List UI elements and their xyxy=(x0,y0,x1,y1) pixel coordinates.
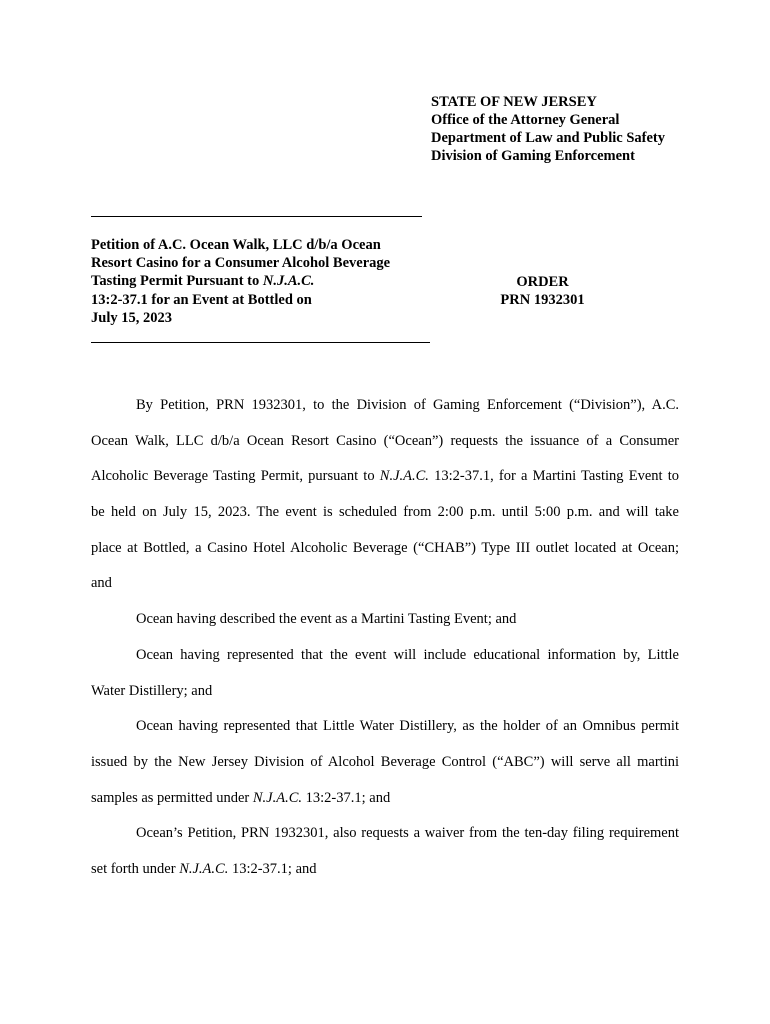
paragraph-line: By Petition, PRN 1932301, to the Division of Gaming Enforcement (“Division”), A.C. xyxy=(136,397,679,413)
caption-line: July 15, 2023 xyxy=(91,309,172,326)
caption-citation: N.J.A.C. xyxy=(262,273,315,290)
header-office: Office of the Attorney General xyxy=(431,112,620,128)
text-span: samples as permitted under xyxy=(91,789,253,806)
order-body xyxy=(91,388,679,888)
header-state: STATE OF NEW JERSEY xyxy=(431,94,597,110)
citation: N.J.A.C. xyxy=(379,468,429,485)
caption-line: Resort Casino for a Consumer Alcohol Beverage xyxy=(91,255,391,272)
caption-line: 13:2-37.1 for an Event at Bottled on xyxy=(91,291,312,308)
caption-bottom-rule xyxy=(91,342,430,343)
order-title: ORDER xyxy=(516,274,569,290)
paragraph-line xyxy=(91,781,679,817)
paragraph-line: Ocean Walk, LLC d/b/a Ocean Resort Casino (“Ocean”) requests the issuance of a Consumer xyxy=(91,432,679,449)
paragraph-line: be held on July 15, 2023. The event is scheduled from 2:00 p.m. until 5:00 p.m. and will take xyxy=(91,504,679,521)
paragraph-line: Ocean’s Petition, PRN 1932301, also requests a waiver from the ten-day filing requirement xyxy=(136,825,679,842)
paragraph-line: issued by the New Jersey Division of Alcohol Beverage Control (“ABC”) will serve all martini xyxy=(91,753,679,770)
paragraph-line: Ocean having represented that the event will include educational information by, Little xyxy=(136,646,679,663)
order-heading xyxy=(470,273,615,309)
case-caption xyxy=(91,236,390,327)
caption-line: Petition of A.C. Ocean Walk, LLC d/b/a Ocean xyxy=(91,237,381,253)
text-span: Alcoholic Beverage Tasting Permit, pursuant to xyxy=(91,468,380,485)
text-span: 13:2-37.1; and xyxy=(302,789,391,806)
citation: N.J.A.C. xyxy=(179,860,229,877)
header-division: Division of Gaming Enforcement xyxy=(431,148,635,164)
caption-text: Tasting Permit Pursuant to xyxy=(91,273,263,290)
caption-line xyxy=(91,272,390,290)
paragraph-line xyxy=(91,852,679,888)
agency-header xyxy=(431,93,665,165)
paragraph-line xyxy=(91,459,679,495)
citation: N.J.A.C. xyxy=(252,789,303,806)
text-span: 13:2-37.1; and xyxy=(228,860,317,877)
paragraph-line: Water Distillery; and xyxy=(91,682,213,699)
paragraph-line: and xyxy=(91,575,112,592)
caption-top-rule xyxy=(91,216,422,217)
order-number: PRN 1932301 xyxy=(500,292,585,309)
paragraph-line: Ocean having represented that Little Water Distillery, as the holder of an Omnibus permit xyxy=(136,718,679,735)
paragraph-line: Ocean having described the event as a Martini Tasting Event; and xyxy=(136,611,517,628)
text-span: set forth under xyxy=(91,860,180,877)
paragraph-line: place at Bottled, a Casino Hotel Alcoholic Beverage (“CHAB”) Type III outlet located at Ocean; xyxy=(91,539,679,556)
header-department: Department of Law and Public Safety xyxy=(431,130,666,146)
text-span: 13:2-37.1, for a Martini Tasting Event to xyxy=(428,468,679,485)
